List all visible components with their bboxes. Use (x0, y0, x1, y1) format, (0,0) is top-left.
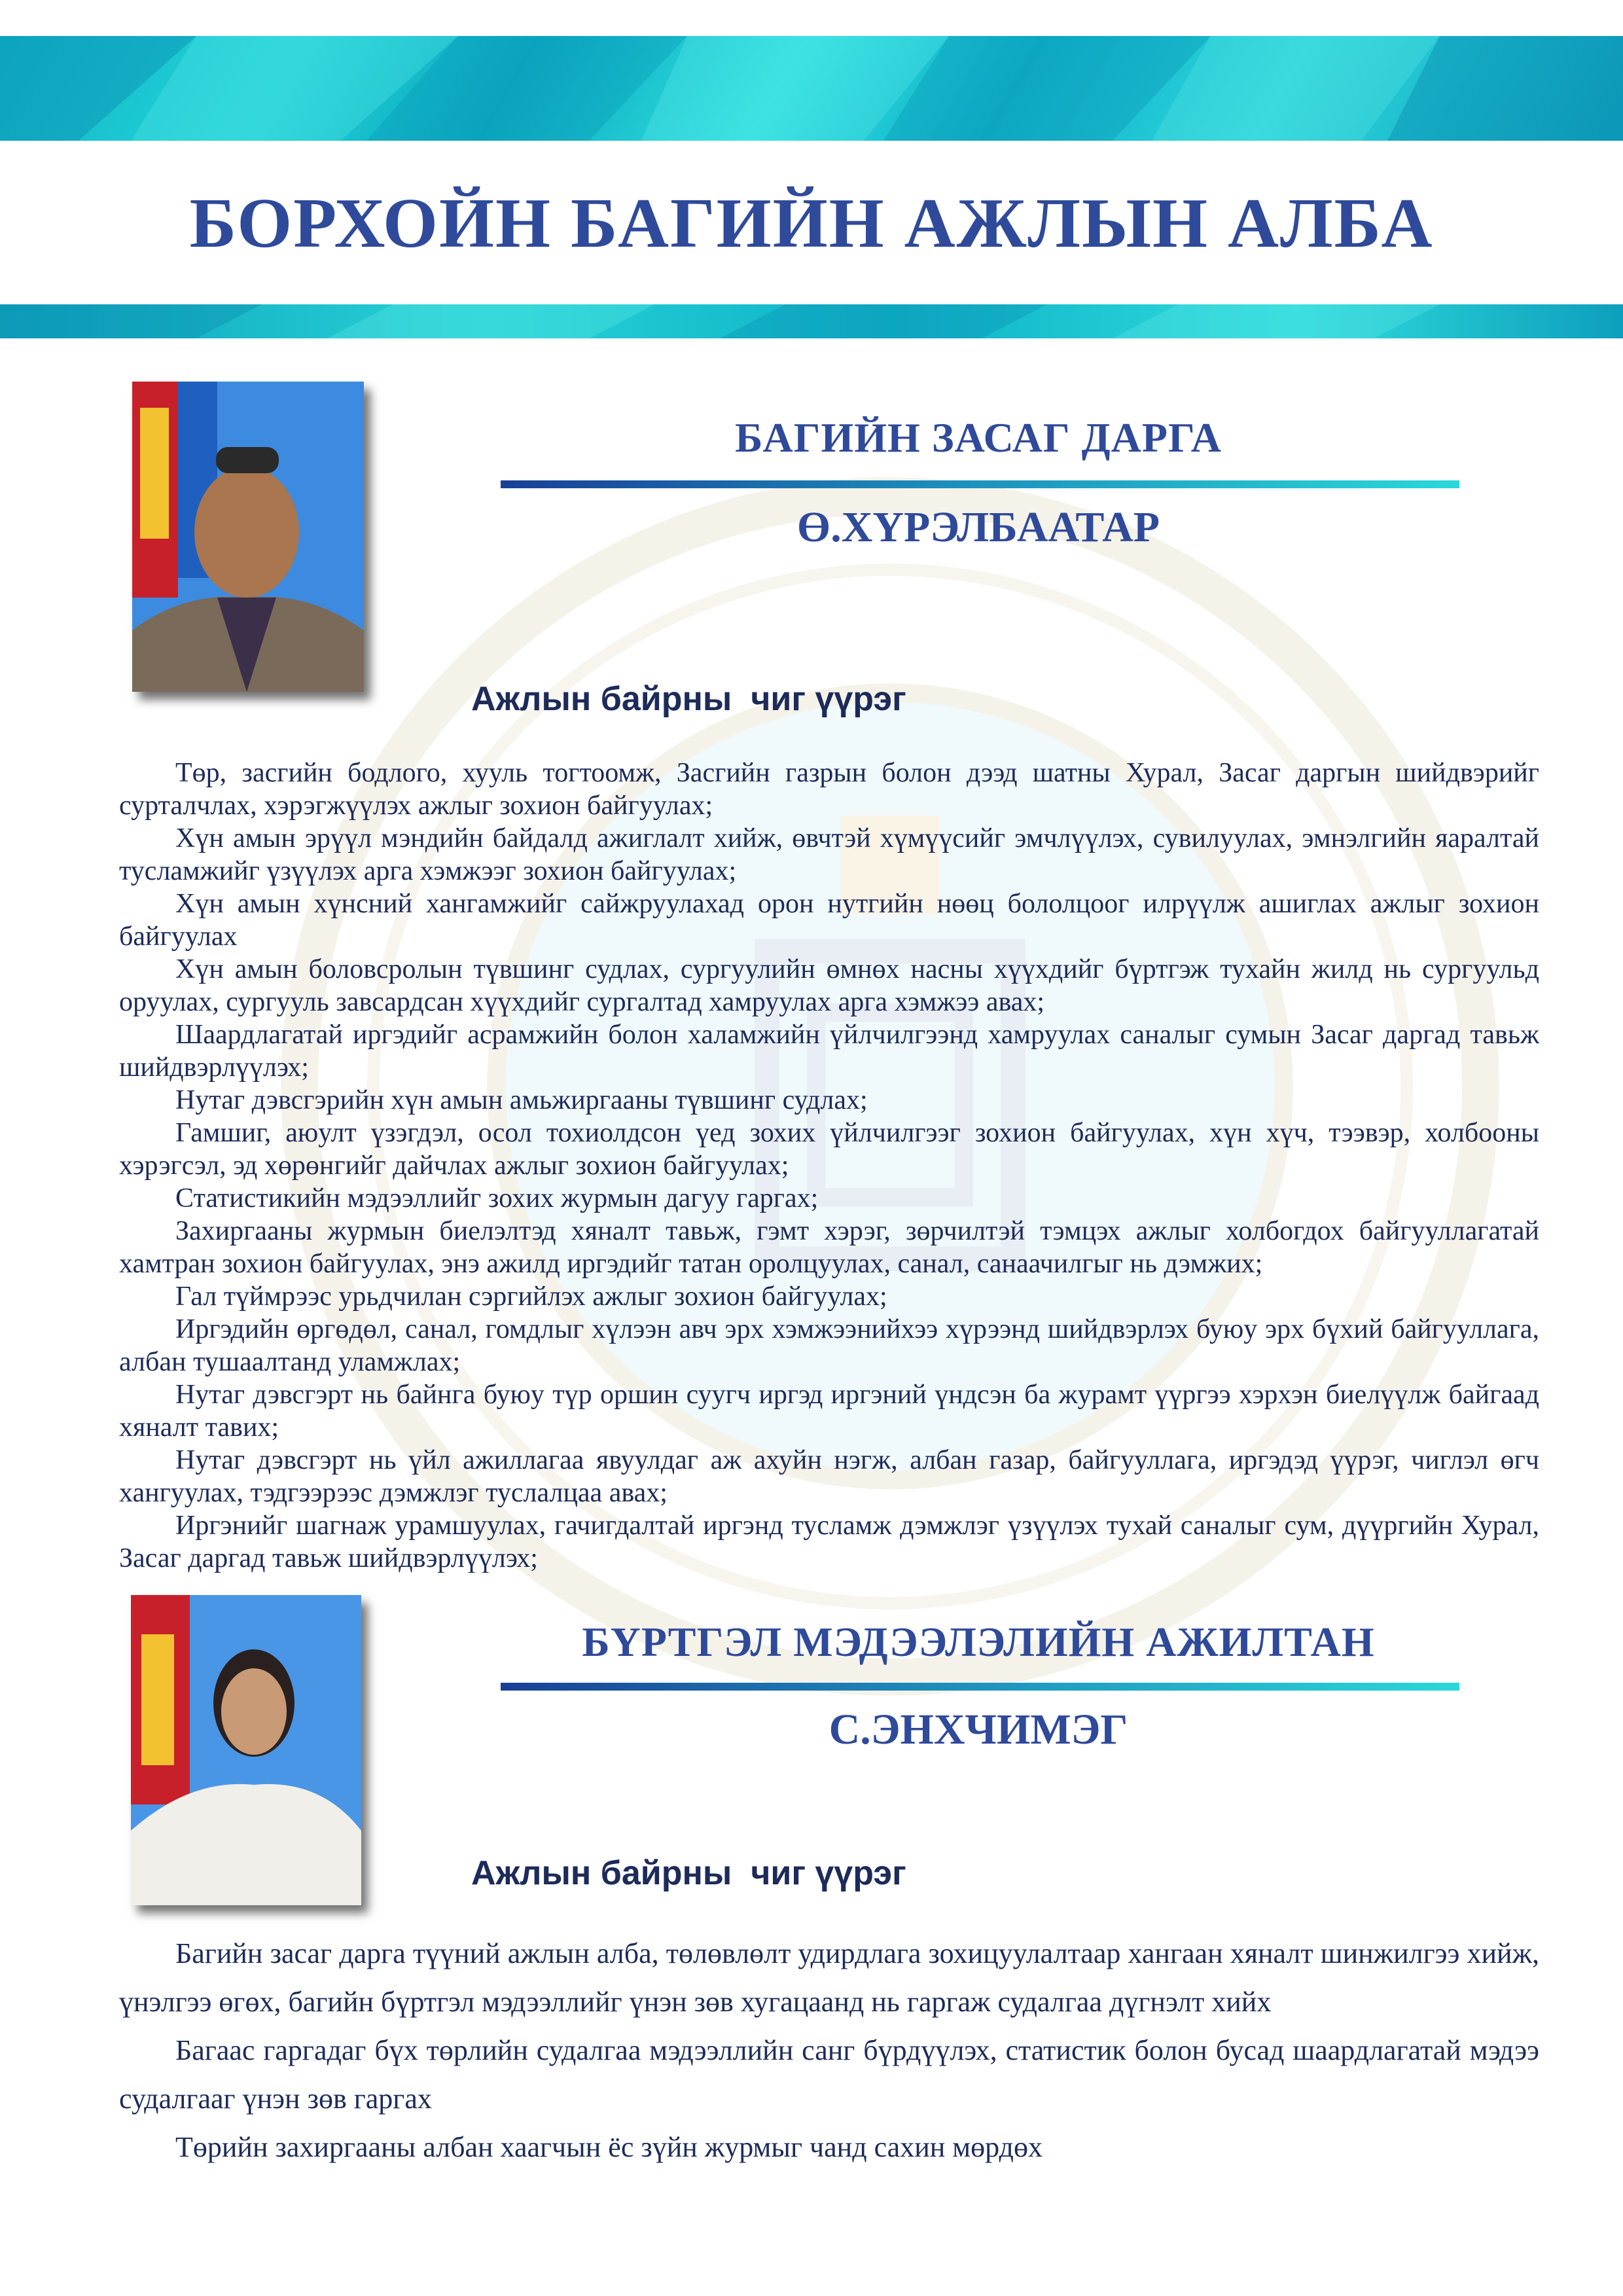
duty-item: Иргэнийг шагнаж урамшуулах, гачигдалтай иргэнд тусламж дэмжлэг үзүүлэх тухай саналыг сум, дүүргийн Хурал, Засаг даргад тавьж шийдвэрлүүлэх; (119, 1511, 1539, 1573)
duty-item: Хүн амын эрүүл мэндийн байдалд ажиглалт хийж, өвчтэй хүмүүсийг эмчлүүлэх, сувилуулах, эмнэлгийн яаралтай тусламжийг үзүүлэх арга хэмжээг зохион байгуулах; (119, 823, 1539, 886)
duty-item: Хүн амын хүнсний хангамжийг сайжруулахад орон нутгийн нөөц бололцоог илрүүлж ашиглах ажлыг зохион байгуулах (119, 889, 1539, 952)
photo-governor (132, 382, 364, 692)
duties-heading: Ажлын байрны чиг үүрэг (471, 680, 906, 718)
header-decoration-top (0, 36, 1623, 141)
person-name-registrar: С.ЭНХЧИМЭГ (829, 1706, 1128, 1753)
duties-list (119, 757, 1539, 1575)
duty-item: Төр, засгийн бодлого, хууль тогтоомж, Засгийн газрын болон дээд шатны Хурал, Засаг даргын шийдвэрийг сурталчлах, хэрэгжүүлэх ажлыг зохион байгуулах; (119, 758, 1539, 821)
position-title-governor: БАГИЙН ЗАСАГ ДАРГА (735, 414, 1222, 461)
duties-list (119, 1929, 1539, 2172)
position-title-registrar: БҮРТГЭЛ МЭДЭЭЛЭЛИЙН АЖИЛТАН (582, 1619, 1375, 1665)
duty-item: Захиргааны журмын биелэлтэд хяналт тавьж, гэмт хэрэг, зөрчилтэй тэмцэх ажлыг холбогдох байгууллагатай хамтран зохион байгуулах, энэ ажилд иргэдийг татан оролцуулах, санал, санаачилгыг нь дэмжих; (119, 1216, 1539, 1279)
duty-item: Нутаг дэвсгэрийн хүн амын амьжиргааны түвшинг судлах; (175, 1085, 868, 1115)
duty-item: Шаардлагатай иргэдийг асрамжийн болон халамжийн үйлчилгээнд хамруулах саналыг сумын Засаг даргад тавьж шийдвэрлүүлэх; (119, 1020, 1539, 1083)
photo-registrar (131, 1595, 361, 1905)
divider-rule (501, 480, 1459, 488)
duty-item: Гал түймрээс урьдчилан сэргийлэх ажлыг зохион байгуулах; (175, 1282, 887, 1312)
duty-item: Гамшиг, аюулт үзэгдэл, осол тохиолдсон үед зохих үйлчилгээг зохион байгуулах, хүн хүч, тээвэр, холбооны хэрэгсэл, эд хөрөнгийг дайчлах ажлыг зохион байгуулах; (119, 1118, 1539, 1181)
divider-rule (501, 1683, 1459, 1691)
duty-item: Багаас гаргадаг бүх төрлийн судалгаа мэдээллийн санг бүрдүүлэх, статистик болон бусад шаардлагатай мэдээ судалгааг үнэн зөв гаргах (119, 2034, 1539, 2115)
duty-item: Хүн амын боловсролын түвшинг судлах, сургуулийн өмнөх насны хүүхдийг бүртгэж тухайн жилд нь сургуульд оруулах, сургууль завсардсан хүүхдийг сургалтад хамруулах арга хэмжээ авах; (119, 954, 1539, 1017)
header-decoration-bottom (0, 304, 1623, 338)
duty-item: Иргэдийн өргөдөл, санал, гомдлыг хүлээн авч эрх хэмжээнийхээ хүрээнд шийдвэрлэх буюу эрх бүхий байгууллага, албан тушаалтанд уламжлах; (119, 1314, 1539, 1377)
duties-heading: Ажлын байрны чиг үүрэг (471, 1854, 906, 1892)
duty-item: Төрийн захиргааны албан хаагчын ёс зүйн журмыг чанд сахин мөрдөх (175, 2131, 1043, 2163)
page-title: БОРХОЙН БАГИЙН АЖЛЫН АЛБА (189, 185, 1434, 262)
duty-item: Статистикийн мэдээллийг зохих журмын дагуу гаргах; (175, 1183, 819, 1213)
duty-item: Нутаг дэвсгэрт нь үйл ажиллагаа явуулдаг аж ахуйн нэгж, албан газар, байгууллага, иргэдэд үүрэг, чиглэл өгч хангуулах, тэдгээрээс дэмжлэг туслалцаа авах; (119, 1445, 1539, 1508)
person-name-governor: Ө.ХҮРЭЛБААТАР (796, 503, 1160, 551)
duty-item: Багийн засаг дарга түүний ажлын алба, төлөвлөлт удирдлага зохицуулалтаар хангаан хяналт шинжилгээ хийж, үнэлгээ өгөх, багийн бүртгэл мэдээллийг үнэн зөв хугацаанд нь гаргаж судалгаа дүгнэлт хийх (119, 1937, 1539, 2018)
duty-item: Нутаг дэвсгэрт нь байнга буюу түр оршин суугч иргэд иргэний үндсэн ба журамт үүргээ хэрхэн биелүүлж байгаад хяналт тавих; (119, 1380, 1539, 1443)
